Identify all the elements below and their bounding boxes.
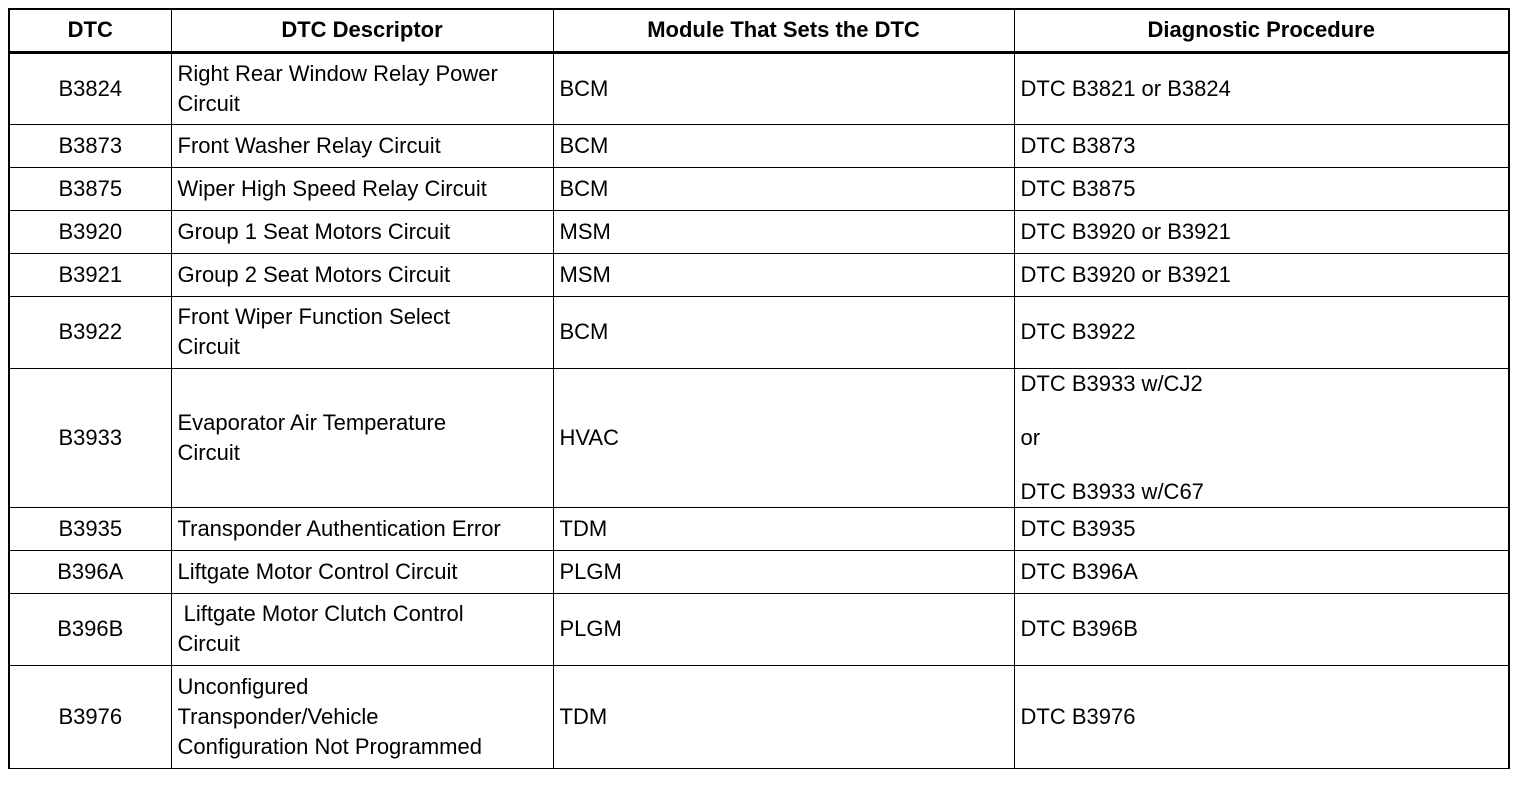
table-body bbox=[9, 52, 1509, 768]
procedure-line: DTC B3922 bbox=[1020, 319, 1136, 344]
cell-module: HVAC bbox=[553, 368, 1014, 507]
cell-descriptor: Front Wiper Function Select Circuit bbox=[171, 296, 553, 368]
table-row bbox=[9, 52, 1509, 124]
procedure-spacer bbox=[1021, 453, 1503, 477]
cell-procedure bbox=[1014, 593, 1509, 665]
procedure-line: DTC B3976 bbox=[1020, 703, 1136, 729]
procedure-line: DTC B3920 or B3921 bbox=[1020, 218, 1231, 244]
header-module: Module That Sets the DTC bbox=[553, 9, 1014, 52]
procedure-line: or bbox=[1020, 424, 1041, 450]
cell-dtc: B3935 bbox=[9, 507, 171, 550]
cell-procedure bbox=[1014, 296, 1509, 368]
cell-dtc: B3976 bbox=[9, 665, 171, 768]
cell-descriptor: Right Rear Window Relay Power Circuit bbox=[171, 52, 553, 124]
cell-descriptor: Liftgate Motor Control Circuit bbox=[171, 550, 553, 593]
cell-descriptor: Front Washer Relay Circuit bbox=[171, 124, 553, 167]
table-header-row bbox=[9, 9, 1509, 52]
cell-descriptor: Group 1 Seat Motors Circuit bbox=[171, 210, 553, 253]
header-diagnostic-procedure: Diagnostic Procedure bbox=[1014, 9, 1509, 52]
cell-module: TDM bbox=[553, 507, 1014, 550]
dtc-table bbox=[8, 8, 1510, 769]
cell-dtc: B3933 bbox=[9, 368, 171, 507]
cell-module: BCM bbox=[553, 124, 1014, 167]
cell-procedure bbox=[1014, 507, 1509, 550]
cell-procedure bbox=[1014, 167, 1509, 210]
table-row bbox=[9, 167, 1509, 210]
cell-descriptor: Group 2 Seat Motors Circuit bbox=[171, 253, 553, 296]
cell-dtc: B3824 bbox=[9, 52, 171, 124]
cell-dtc: B396A bbox=[9, 550, 171, 593]
table-row bbox=[9, 550, 1509, 593]
cell-dtc: B3920 bbox=[9, 210, 171, 253]
cell-procedure bbox=[1014, 210, 1509, 253]
procedure-line: DTC B3935 bbox=[1020, 515, 1136, 541]
cell-procedure bbox=[1014, 550, 1509, 593]
cell-descriptor: Evaporator Air Temperature Circuit bbox=[171, 368, 553, 507]
procedure-line: DTC B3873 bbox=[1020, 132, 1136, 158]
cell-procedure bbox=[1014, 368, 1509, 507]
procedure-line: DTC B3875 bbox=[1020, 175, 1136, 201]
table-row bbox=[9, 296, 1509, 368]
cell-procedure bbox=[1014, 52, 1509, 124]
table-row bbox=[9, 507, 1509, 550]
cell-module: PLGM bbox=[553, 593, 1014, 665]
table-row bbox=[9, 210, 1509, 253]
cell-procedure bbox=[1014, 124, 1509, 167]
procedure-line: DTC B396B bbox=[1020, 616, 1138, 641]
procedure-line: DTC B3933 w/C67 bbox=[1020, 478, 1204, 504]
procedure-line: DTC B396A bbox=[1020, 558, 1138, 584]
cell-module: BCM bbox=[553, 296, 1014, 368]
cell-module: MSM bbox=[553, 210, 1014, 253]
table-row bbox=[9, 253, 1509, 296]
procedure-line: DTC B3920 or B3921 bbox=[1020, 261, 1231, 287]
procedure-line: DTC B3821 or B3824 bbox=[1020, 75, 1231, 101]
table-row bbox=[9, 368, 1509, 507]
cell-dtc: B3875 bbox=[9, 167, 171, 210]
cell-dtc: B3921 bbox=[9, 253, 171, 296]
procedure-spacer bbox=[1021, 399, 1503, 423]
table-row bbox=[9, 124, 1509, 167]
cell-descriptor: Liftgate Motor Clutch Control Circuit bbox=[171, 593, 553, 665]
cell-descriptor: Unconfigured Transponder/Vehicle Configuration Not Programmed bbox=[171, 665, 553, 768]
cell-module: PLGM bbox=[553, 550, 1014, 593]
table-row bbox=[9, 593, 1509, 665]
cell-procedure bbox=[1014, 253, 1509, 296]
cell-module: TDM bbox=[553, 665, 1014, 768]
cell-dtc: B3873 bbox=[9, 124, 171, 167]
procedure-line: DTC B3933 w/CJ2 bbox=[1020, 370, 1203, 396]
header-dtc: DTC bbox=[9, 9, 171, 52]
cell-descriptor: Transponder Authentication Error bbox=[171, 507, 553, 550]
cell-module: BCM bbox=[553, 52, 1014, 124]
table-row bbox=[9, 665, 1509, 768]
cell-descriptor: Wiper High Speed Relay Circuit bbox=[171, 167, 553, 210]
cell-dtc: B396B bbox=[9, 593, 171, 665]
cell-procedure bbox=[1014, 665, 1509, 768]
cell-module: MSM bbox=[553, 253, 1014, 296]
header-dtc-descriptor: DTC Descriptor bbox=[171, 9, 553, 52]
cell-dtc: B3922 bbox=[9, 296, 171, 368]
cell-module: BCM bbox=[553, 167, 1014, 210]
